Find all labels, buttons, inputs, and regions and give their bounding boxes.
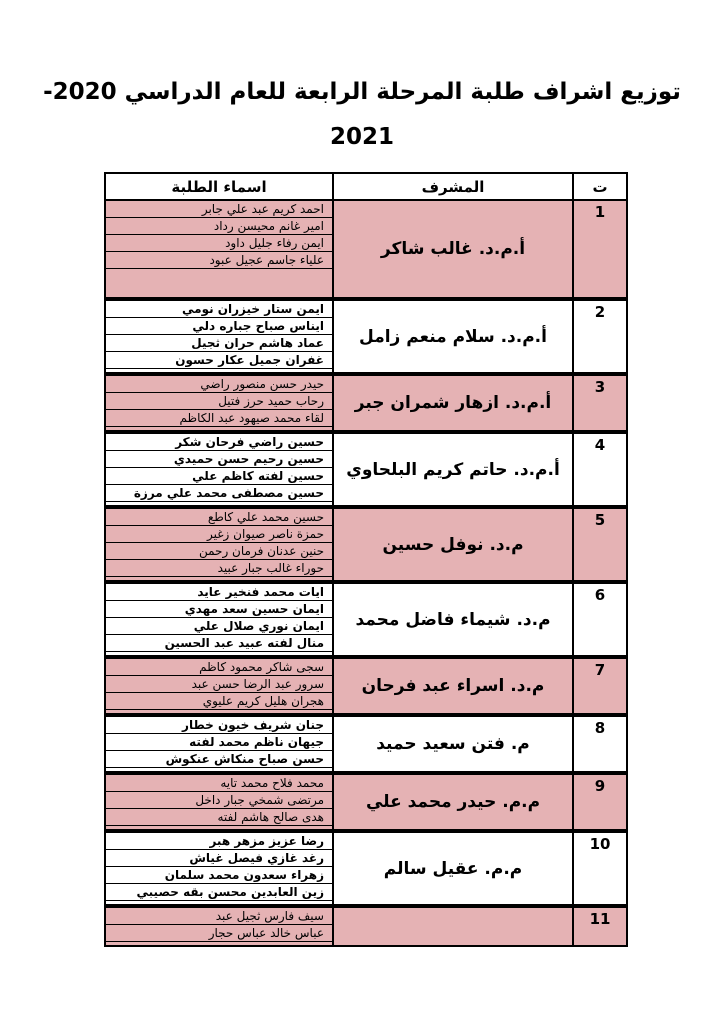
student-name: ايمان نوري صلال علي [106,618,332,635]
table-body [106,201,626,945]
student-name: منال لفته عبيد عبد الحسين [106,635,332,652]
student-name: جيهان ناظم محمد لفته [106,734,332,751]
students-cell [106,775,332,829]
supervisor-name: م.م. عقيل سالم [332,833,572,904]
header-cell-students: اسماء الطلبة [171,177,267,196]
table-row [106,904,626,945]
supervisor-name: أ.م.د. غالب شاكر [332,201,572,297]
students-cell [106,509,332,580]
supervisor-name: أ.م.د. سلام منعم زامل [332,301,572,372]
table-row [106,713,626,771]
student-name: سيف فارس ثجيل عبد [106,908,332,925]
student-name: ايناس صباح جباره دلي [106,318,332,335]
student-name: مرتضى شمخي جبار داخل [106,792,332,809]
title-line1: توزيع اشراف طلبة المرحلة الرابعة للعام الدراسي 2020- [43,79,681,105]
row-number: 5 [572,509,626,580]
row-number: 6 [572,584,626,655]
student-name: حسين رحيم حسن حميدي [106,451,332,468]
document-title [0,0,724,160]
table-row [106,580,626,655]
student-name: امير غانم محيسن رداد [106,218,332,235]
student-name: محمد فلاح محمد تايه [106,775,332,792]
student-name: ايمن ستار خيزران نومي [106,301,332,318]
row-number: 2 [572,301,626,372]
supervisor-name: م.د. اسراء عبد فرحان [332,659,572,713]
student-name: حسن صباح منكاش عنكوش [106,751,332,768]
row-number: 4 [572,434,626,505]
table-row [106,297,626,372]
student-name: احمد كريم عبد علي جابر [106,201,332,218]
student-name: سرور عبد الرضا حسن عبد [106,676,332,693]
student-name: حسين محمد علي كاطع [106,509,332,526]
supervisor-name: م.د. شيماء فاضل محمد [332,584,572,655]
student-name: هجران هليل كريم عليوي [106,693,332,710]
header-cell-number: ت [572,174,626,199]
row-number: 9 [572,775,626,829]
table-row [106,655,626,713]
supervisor-name: أ.م.د. ازهار شمران جبر [332,376,572,430]
students-cell [106,201,332,297]
table-row [106,201,626,297]
row-number: 8 [572,717,626,771]
student-name: حيدر حسن منصور راضي [106,376,332,393]
student-name: زهراء سعدون محمد سلمان [106,867,332,884]
students-cell [106,659,332,713]
row-number: 1 [572,201,626,297]
student-name: ايمن رفاء جليل داود [106,235,332,252]
table-row [106,829,626,904]
supervisor-name [332,908,572,945]
student-name: علياء جاسم عجيل عبود [106,252,332,269]
student-name: حسين لفته كاظم علي [106,468,332,485]
student-name: رحاب حميد حرز فتيل [106,393,332,410]
title-line2: 2021 [329,124,394,150]
student-name: ايمان حسين سعد مهدي [106,601,332,618]
student-name: حسين راضي فرحان شكر [106,434,332,451]
students-cell [106,301,332,372]
student-name: عباس خالد عباس حجار [106,925,332,942]
student-name: حسين مصطفى محمد علي مرزة [106,485,332,502]
header-cell-supervisor: المشرف [332,174,572,199]
table-header-row [106,174,626,201]
student-name: لقاء محمد صيهود عبد الكاظم [106,410,332,427]
table-row [106,505,626,580]
student-name: ايات محمد فنخير عايد [106,584,332,601]
student-name: هدى صالح هاشم لفته [106,809,332,826]
student-name: عماد هاشم حران ثجيل [106,335,332,352]
supervisor-name: م. فتن سعيد حميد [332,717,572,771]
student-name: حنين عدنان فرمان رحمن [106,543,332,560]
student-name: حمزة ناصر صيوان زغير [106,526,332,543]
row-number: 7 [572,659,626,713]
supervisor-name: أ.م.د. حاتم كريم البلحاوي [332,434,572,505]
row-number: 3 [572,376,626,430]
supervisor-name: م.م. حيدر محمد علي [332,775,572,829]
students-cell [106,833,332,904]
row-number: 11 [572,908,626,945]
student-name: رضا عزيز مزهر هبر [106,833,332,850]
table-row [106,430,626,505]
table-row [106,771,626,829]
students-cell [106,717,332,771]
student-name: زين العابدين محسن بقه حصيبي [106,884,332,901]
supervision-table [104,172,628,947]
supervisor-name: م.د. نوفل حسين [332,509,572,580]
student-name: جنان شريف خيون خطار [106,717,332,734]
students-cell [106,584,332,655]
student-name: رغد غازي فيصل غياش [106,850,332,867]
student-name: حوراء غالب جبار عبيد [106,560,332,577]
table-row [106,372,626,430]
row-number: 10 [572,833,626,904]
students-cell [106,434,332,505]
students-cell [106,908,332,945]
student-name: سجى شاكر محمود كاظم [106,659,332,676]
students-cell [106,376,332,430]
student-name: غفران جميل عكار حسون [106,352,332,369]
